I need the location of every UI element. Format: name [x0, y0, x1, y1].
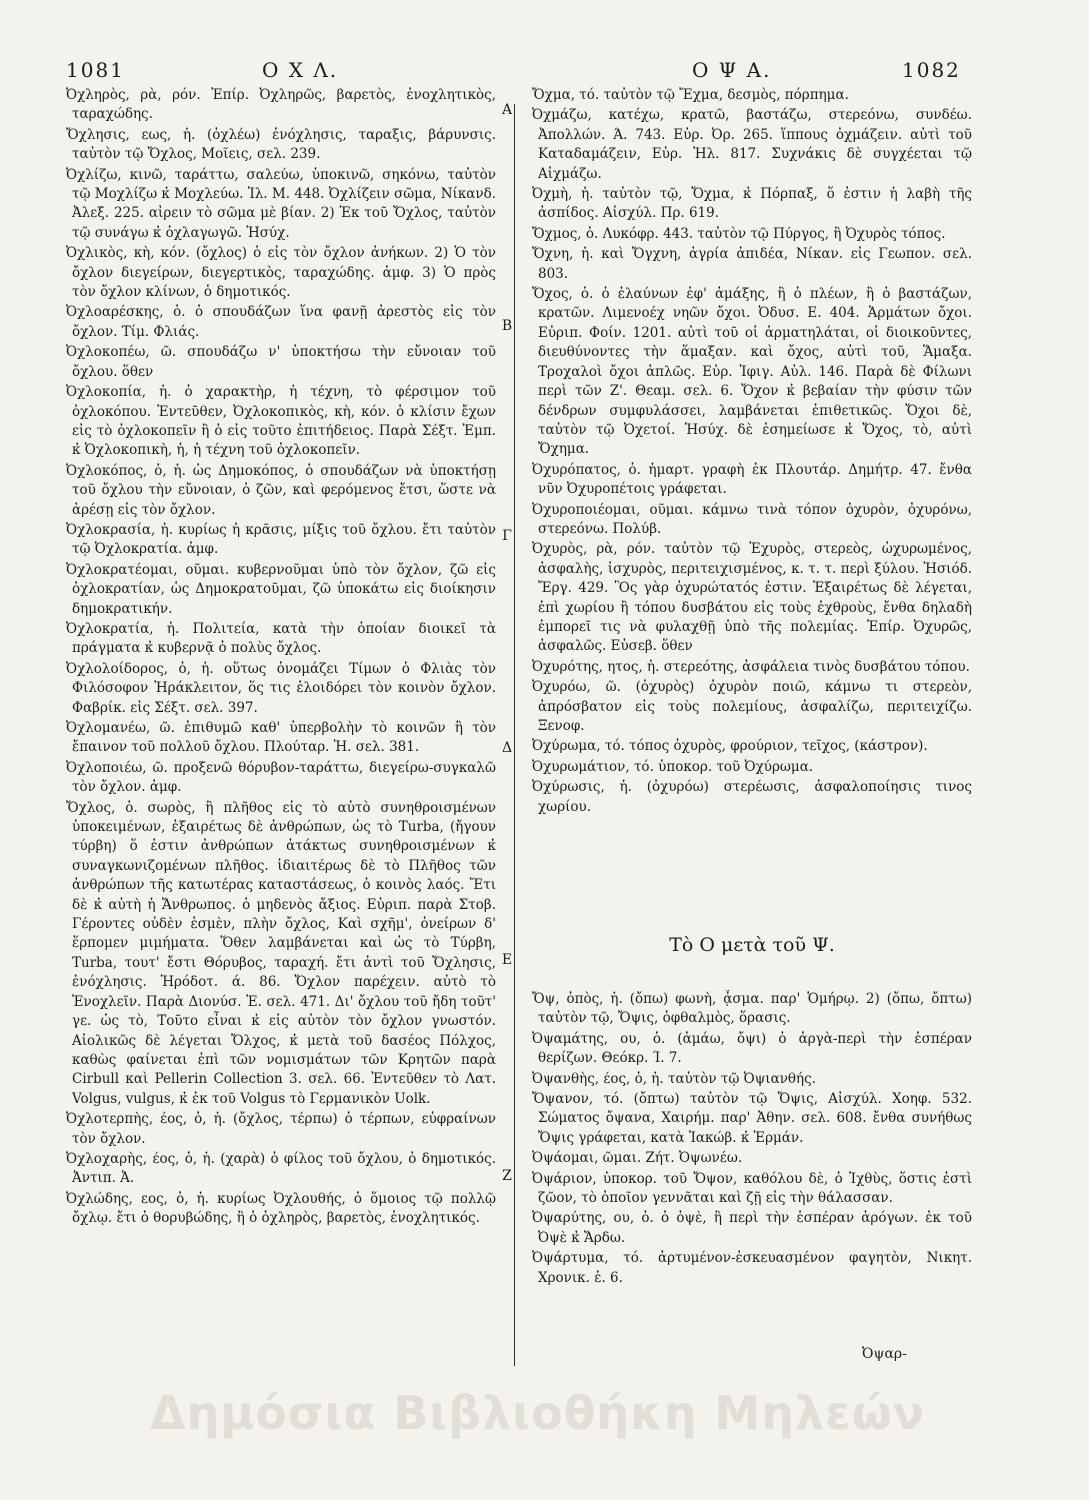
entry: Ὀχλολοίδορος, ὁ, ἡ. οὕτως ὀνομάζει Τίμων ὁ Φλιὰς τὸν Φιλόσοφον Ἡράκλειτον, ὅς τις ἐλοιδόρει τὸν κοινὸν ὄχλον. Φαβρίκ. εἰς Σέξτ. σελ. 397. [66, 660, 496, 716]
entry: Ὀχλοποιέω, ῶ. προξενῶ θόρυβον-ταράττω, διεγείρω-συγκαλῶ τὸν ὄχλον. ἀμφ. [66, 759, 496, 796]
entry: Ὀχμὴ, ἡ. ταὐτὸν τῷ, Ὄχμα, κ̓ Πόρπαξ, ὅ ἐστιν ἡ λαβὴ τῆς ἀσπίδος. Αἰσχύλ. Πρ. 619. [532, 186, 972, 222]
entry: Ὄχλος, ὁ. σωρὸς, ἢ πλῆθος εἰς τὸ αὐτὸ συνηθροισμένων ὑποκειμένων, ἐξαιρέτως δὲ ἀνθρώπων, ὡς τὸ Turba, (ἤγουν τύρβη) ὅ ἐστιν ἀνθρώπων ἀτάκτως συνηθροισμένων κ̓ συναγκωνιζομένων πλῆθος. ἰδιαιτέρως δὲ τὸ Πλῆθος τῶν ἀνθρώπων τῆς κατωτέρας καταστάσεως, ὁ κοινὸς λαός. Ἔτι δὲ κ̓ αὐτὴ ἡ Ἄνθρωπος. ὁ μηδενὸς ἄξιος. Εὐριπ. παρὰ Στοβ. Γέροντες οὐδὲν ἐσμὲν, πλὴν ὄχλος, Καὶ σχῆμ', ὀνείρων δ' ἕρπομεν μιμήματα. Ὅθεν λαμβάνεται καὶ ὡς τὸ Τύρβη, Turba, τουτ' ἔστι Θόρυβος, ταραχή. ἔτι ἀντὶ τοῦ Ὄχλησις, ἐνόχλησις. Ἡρόδοτ. ά. 86. Ὄχλον παρέχειν. αὐτὸ τὸ Ἐνοχλεῖν. Παρὰ Διονύσ. Ἐ. σελ. 471. Δι' ὄχλου τοῦ ἤδη τοῦτ' γε. ὡς τὸ, Τοῦτο εἶναι κ̓ εἰς αὐτὸν τὸν ὄχλον γνωστόν. Αἰολικῶς δὲ λέγεται Ὄλχος, κ̓ μετὰ τοῦ δασέος Πόλχος, καθὼς φαίνεται ἐπὶ τῶν νομισμάτων τῶν Κρητῶν παρὰ Cirbull καὶ Pellerin Collection 3. σελ. 66. Ἐντεῦθεν τὸ Λατ. Volgus, vulgus, κ̓ ἐκ τοῦ Volgus τὸ Γερμανικὸν Uolk. [66, 799, 496, 1107]
right-running-title: Ο Ψ Α. [692, 58, 772, 82]
entry: Ὀψάριον, ὑποκορ. τοῦ Ὄψον, καθόλου δὲ, ὁ Ἰχθὺς, ὅστις ἐστὶ ζῶον, τὸ ὁποῖον γεννᾶται καὶ ζῇ εἰς τὴν θάλασσαν. [532, 1170, 972, 1207]
entry: Ὀχυροποιέομαι, οῦμαι. κάμνω τινὰ τόπον ὀχυρὸν, ὀχυρόνω, στερεόνω. Πολύβ. [532, 501, 972, 537]
right-page-number: 1082 [902, 58, 961, 82]
entry: Ὄχος, ὁ. ὁ ἐλαύνων ἐφ' ἁμάξης, ἢ ὁ πλέων, ἢ ὁ βαστάζων, κρατῶν. Λιμενοέχ νηῶν ὄχοι. Ὀδυσ. Ε. 404. Ἁρμάτων ὄχοι. Εὐριπ. Φοίν. 1201. αὐτὶ τοῦ οἱ ἁρματηλάται, οἱ διοικοῦντες, διευθύνοντες τὴν ἅμαξαν. καὶ ὄχος, αὐτὶ τοῦ, Ἅμαξα. Τροχαλοὶ ὄχοι ἁπλῶς. Εὐρ. Ἰφιγ. Αὐλ. 146. Παρὰ δὲ Φίλωνι περὶ τῶν Ζ'. Θεαμ. σελ. 6. Ὄχον κ̓ βεβαίαν τὴν φύσιν τῶν δένδρων συμφυλάσσει, λαμβάνεται ἐπιθετικῶς. Ὄχοι δὲ, ταὐτὸν τῷ Ὀχετοί. Ἡσύχ. δὲ ἐσημείωσε κ̓ Ὄχος, τὸ, αὐτὶ Ὄχημα. [532, 286, 972, 458]
entry: Ὀχλικὸς, κὴ, κόν. (ὄχλος) ὁ εἰς τὸν ὄχλον ἀνήκων. 2) Ὁ τὸν ὄχλον διεγείρων, διεγερτικὸς, ταραχώδης. ἀμφ. 3) Ὁ πρὸς τὸν ὄχλον κλίνων, ὁ δημοτικός. [66, 245, 496, 301]
entry: Ὀχυρόπατος, ὁ. ἡμαρτ. γραφὴ ἐκ Πλουτάρ. Δημήτρ. 47. ἔνθα νῦν Ὀχυροπέτοις γράφεται. [532, 461, 972, 498]
entry: Ὀχλοκρατία, ἡ. Πολιτεία, κατὰ τὴν ὁποίαν διοικεῖ τὰ πράγματα κ̓ κυβερνᾷ ὁ πολὺς ὄχλος. [66, 620, 496, 657]
entry: Ὀχλοκρασία, ἡ. κυρίως ἡ κρᾶσις, μίξις τοῦ ὄχλου. ἔτι ταὐτὸν τῷ Ὀχλοκρατία. ἀμφ. [66, 521, 496, 558]
entry: Ὀψάομαι, ῶμαι. Ζήτ. Ὀψωνέω. [532, 1150, 743, 1167]
margin-letter-e: Ε [501, 952, 513, 968]
entry: Ὀχυρὸς, ρὰ, ρόν. ταὐτὸν τῷ Ἐχυρὸς, στερεὸς, ὠχυρωμένος, ἀσφαλὴς, ἰσχυρὸς, περιτειχισμένος, κ. τ. τ. περὶ ξύλου. Ἡσιόδ. Ἔργ. 429. Ὃς γὰρ ὀχυρώτατός ἐστιν. Ἐξαιρέτως δὲ λέγεται, ἐπὶ χωρίου ἢ τόπου δυσβάτου εἰς τοὺς ἐχθροὺς, ἔνθα δηλαδὴ ἐμπορεῖ τις νὰ φυλαχθῇ ὑπὸ τῆς πολεμίας. Ἐπίρ. Ὀχυρῶς, ἀσφαλῶς. Εὐσεβ. ὅθεν [532, 541, 972, 655]
section-heading: Τὸ Ο μετὰ τοῦ Ψ. [669, 934, 835, 956]
catchword: Ὀψαρ- [862, 1346, 907, 1362]
entry: Ὀχμάζω, κατέχω, κρατῶ, βαστάζω, στερεόνω, συνδέω. Ἀπολλών. Ά. 743. Εὐρ. Ὀρ. 265. ἵππους ὀχμάζειν. αὐτὶ τοῦ Καταδαμάζειν, Εὐρ. Ἠλ. 817. Συχνάκις δὲ συγχέεται τῷ Αἰχμάζω. [532, 107, 972, 182]
entry: Ὀχλοκόπος, ὁ, ἡ. ὡς Δημοκόπος, ὁ σπουδάζων νὰ ὑποκτήσῃ τοῦ ὄχλου τὴν εὔνοιαν, ὁ ζῶν, καὶ φερόμενος ἔτσι, ὥστε νὰ ἀρέσῃ εἰς τὸν ὄχλον. [66, 462, 496, 518]
entry: Ὀψαμάτης, ου, ὁ. (ἀμάω, ὄψι) ὁ ἀργὰ-περὶ τὴν ἑσπέραν θερίζων. Θεόκρ. Ί. 7. [532, 1030, 972, 1067]
entry: Ὀχυρότης, ητος, ἡ. στερεότης, ἀσφάλεια τινὸς δυσβάτου τόπου. [532, 658, 970, 675]
entry: Ὀχυρόω, ῶ. (ὀχυρὸς) ὀχυρὸν ποιῶ, κάμνω τι στερεὸν, ἀπρόσβατον εἰς τοὺς πολεμίους, ἀσφαλίζω, περιτειχίζω. Ξενοφ. [532, 679, 972, 734]
margin-letter-a: Α [501, 102, 513, 118]
library-watermark: Δημόσια Βιβλιοθήκη Μηλεών [150, 1386, 926, 1440]
left-column [66, 86, 496, 1376]
entry: Ὄψανον, τό. (ὄπτω) ταὐτὸν τῷ Ὄψις, Αἰσχύλ. Χοηφ. 532. Σώματος ὄψανα, Χαιρήμ. παρ' Ἀθην. σελ. 608. ἔνθα συνήθως Ὄψις γράφεται, κατὰ Ἰακώβ. κ̓ Ἐρμάν. [532, 1091, 972, 1146]
entry: Ὀχλοτερπὴς, έος, ὁ, ἡ. (ὄχλος, τέρπω) ὁ τέρπων, εὐφραίνων τὸν ὄχλον. [66, 1111, 496, 1147]
entry: Ὄχμος, ὁ. Λυκόφρ. 443. ταὐτὸν τῷ Πύργος, ἢ Ὀχυρὸς τόπος. [532, 225, 946, 242]
entry: Ὀχλώδης, εος, ὁ, ἡ. κυρίως Ὀχλουθής, ὁ ὅμοιος τῷ πολλῷ ὄχλῳ. ἔτι ὁ θορυβώδης, ἢ ὁ ὀχληρὸς, βαρετὸς, ἐνοχλητικός. [66, 1190, 496, 1227]
entry: Ὀχλοκοπία, ἡ. ὁ χαρακτὴρ, ἡ τέχνη, τὸ φέρσιμον τοῦ ὀχλοκόπου. Ἐντεῦθεν, Ὀχλοκοπικὸς, κὴ, κόν. ὁ κλίσιν ἔχων εἰς τὸ ὀχλοκοπεῖν ἢ ὁ εἰς τοῦτο ἐπιτήδειος. Παρὰ Σέξτ. Ἐμπ. κ̓ Ὀχλοκοπικὴ, ἡ, ἡ τέχνη τοῦ ὀχλοκοπεῖν. [66, 384, 496, 459]
entry: Ὀχύρωμα, τό. τόπος ὀχυρὸς, φρούριον, τεῖχος, (κάστρον). [532, 738, 928, 755]
margin-letter-d: Δ [501, 740, 513, 756]
entry: Ὄχνη, ἡ. καὶ Ὄγχνη, ἀγρία ἀπιδέα, Νίκαν. εἰς Γεωπον. σελ. 803. [532, 246, 972, 282]
entry: Ὀχλομανέω, ῶ. ἐπιθυμῶ καθ' ὑπερβολὴν τὸ κοινῶν ἢ τὸν ἔπαινον τοῦ πολλοῦ ὄχλου. Πλούταρ. Ἡ. σελ. 381. [66, 720, 496, 756]
entry: Ὄχλησις, εως, ἡ. (ὀχλέω) ἐνόχλησις, ταραξις, βάρυνσις. ταὐτὸν τῷ Ὄχλος, Μοῖεις, σελ. 239. [66, 126, 496, 163]
left-page-number: 1081 [66, 58, 125, 82]
entry: Ὀχυρωμάτιον, τό. ὑποκορ. τοῦ Ὀχύρωμα. [532, 758, 814, 775]
entry: Ὀχλοκρατέομαι, οῦμαι. κυβερνοῦμαι ὑπὸ τὸν ὄχλον, ζῶ εἰς ὀχλοκρατίαν, ὡς Δημοκρατοῦμαι, ζῶ ὑποκάτω εἰς διοίκησιν δημοκρατικήν. [66, 561, 496, 617]
entry: Ὀψαρύτης, ου, ὁ. ὁ ὀψὲ, ἢ περὶ τὴν ἑσπέραν ἀρόγων. ἐκ τοῦ Ὀψὲ κ̓ Ἄρδω. [532, 1210, 972, 1246]
margin-letter-g: Γ [502, 528, 512, 544]
margin-letter-b: Β [501, 318, 513, 334]
entry: Ὀψανθὴς, έος, ὁ, ἡ. ταὐτὸν τῷ Ὀψιανθής. [532, 1070, 816, 1087]
right-column [532, 86, 972, 906]
entry: Ὀχλοχαρὴς, έος, ὁ, ἡ. (χαρὰ) ὁ φίλος τοῦ ὄχλου, ὁ δημοτικός. Ἀντιπ. Ἀ. [66, 1150, 496, 1187]
entry: Ὀχλοαρέσκης, ὁ. ὁ σπουδάζων ἵνα φανῇ ἀρεστὸς εἰς τὸν ὄχλον. Τίμ. Φλιάς. [66, 304, 496, 340]
column-divider [514, 104, 515, 1366]
entry: Ὀχλοκοπέω, ῶ. σπουδάζω ν' ὑποκτήσω τὴν εὔνοιαν τοῦ ὄχλου. ὅθεν [66, 344, 496, 380]
right-column-psi [532, 990, 972, 1350]
entry: Ὄψ, ὀπὸς, ἡ. (ὄπω) φωνὴ, ᾆσμα. παρ' Ὁμήρῳ. 2) (ὄπω, ὄπτω) ταὐτὸν τῷ, Ὄψις, ὀφθαλμὸς, ὅρασις. [532, 991, 972, 1027]
left-running-title: Ο Χ Λ. [262, 58, 339, 82]
entry: Ὄχμα, τό. ταὐτὸν τῷ Ἔχμα, δεσμὸς, πόρπημα. [532, 87, 849, 103]
margin-letter-z: Ζ [502, 1168, 512, 1184]
entry: Ὀχύρωσις, ἡ. (ὀχυρόω) στερέωσις, ἀσφαλοποίησις τινος χωρίου. [532, 779, 972, 815]
entry: Ὀχλίζω, κινῶ, ταράττω, σαλεύω, ὑποκινῶ, σηκόνω, ταὐτὸν τῷ Μοχλίζω κ̓ Μοχλεύω. Ἰλ. Μ. 448. Ὀχλίζειν σῶμα, Νίκανδ. Ἀλεξ. 225. αἰρειν τὸ σῶμα μὲ βίαν. 2) Ἐκ τοῦ Ὄχλος, ταὐτὸν τῷ συνάγω κ̓ ὀχλαγωγῶ. Ἡσύχ. [66, 166, 496, 241]
entry: Ὀψάρτυμα, τό. ἀρτυμένον-ἐσκευασμένον φαγητὸν, Νικητ. Χρονικ. ἑ. 6. [532, 1250, 972, 1286]
entry: Ὀχληρὸς, ρὰ, ρόν. Ἐπίρ. Ὀχληρῶς, βαρετὸς, ἐνοχλητικὸς, ταραχώδης. [66, 87, 496, 123]
